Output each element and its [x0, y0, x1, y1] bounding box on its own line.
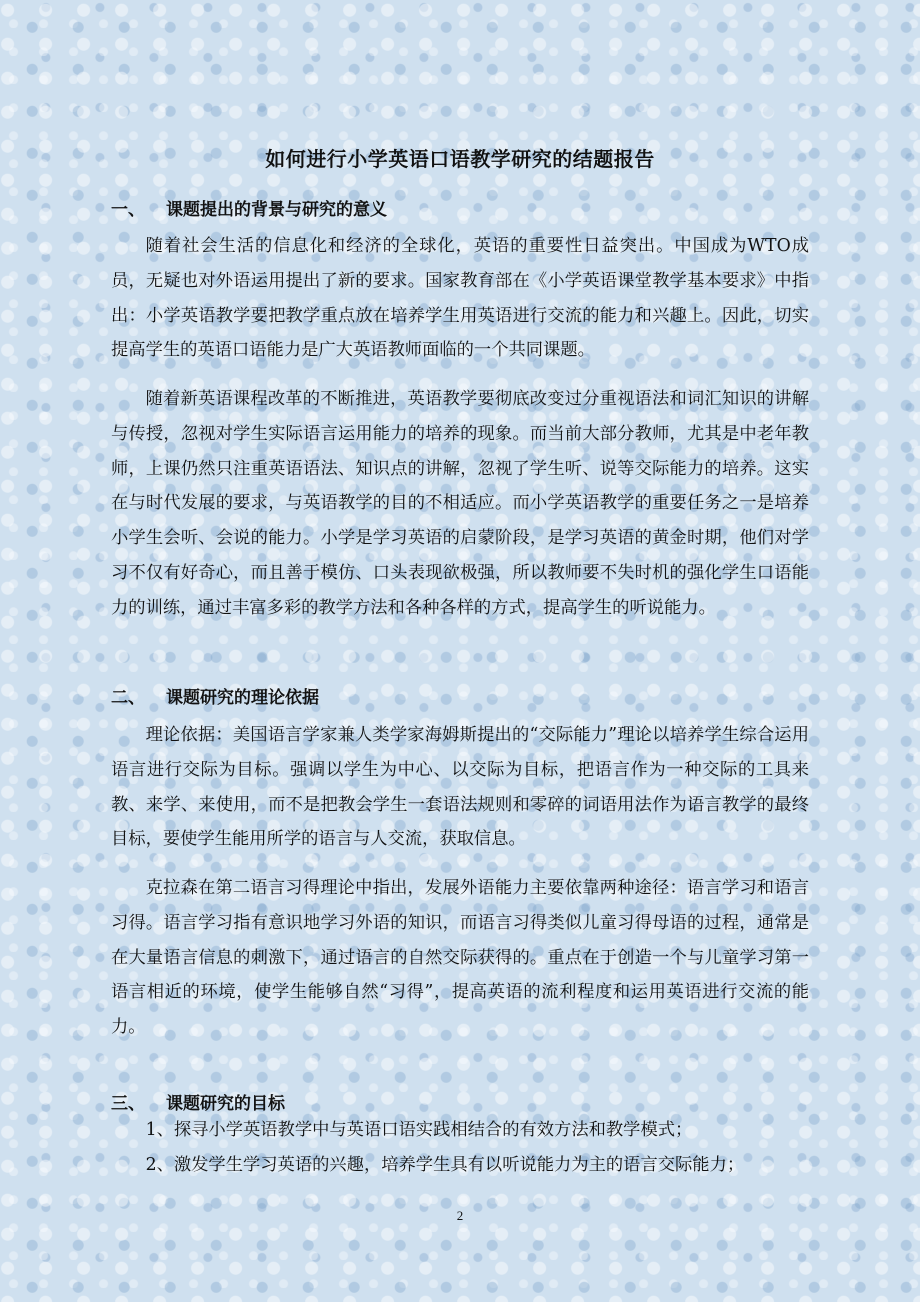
- section-heading-1: [111, 195, 387, 220]
- list-item: 2、激发学生学习英语的兴趣，培养学生具有以听说能力为主的语言交际能力；: [145, 1155, 745, 1175]
- section-heading-3: [111, 1089, 285, 1114]
- paragraph: 随着新英语课程改革的不断推进，英语教学要彻底改变过分重视语法和词汇知识的讲解与传授，忽视对学生实际语言运用能力的培养的现象。而当前大部分教师，尤其是中老年教师，上课仍然只注重英语语法、知识点的讲解，忽视了学生听、说等交际能力的培养。这实在与时代发展的要求，与英语教学的目的不相适应。而小学英语教学的重要任务之一是培养小学生会听、会说的能力。小学是学习英语的启蒙阶段，是学习英语的黄金时期，他们对学习不仅有好奇心，而且善于模仿、口头表现欲极强，所以教师要不失时机的强化学生口语能力的训练，通过丰富多彩的教学方法和各种各样的方式，提高学生的听说能力。: [111, 389, 809, 618]
- list-item: 1、探寻小学英语教学中与英语口语实践相结合的有效方法和教学模式；: [145, 1120, 693, 1140]
- section-number: 三、: [111, 1094, 145, 1114]
- section-title: 课题研究的理论依据: [166, 688, 319, 708]
- section-title: 课题提出的背景与研究的意义: [166, 200, 387, 220]
- paragraph: 克拉森在第二语言习得理论中指出，发展外语能力主要依靠两种途径：语言学习和语言习得。语言学习指有意识地学习外语的知识，而语言习得类似儿童习得母语的过程，通常是在大量语言信息的刺激下，通过语言的自然交际获得的。重点在于创造一个与儿童学习第一语言相近的环境，使学生能够自然“习得”，提高英语的流利程度和运用英语进行交流的能力。: [111, 878, 809, 1038]
- document-title: 如何进行小学英语口语教学研究的结题报告: [265, 147, 655, 171]
- paragraph: 理论依据：美国语言学家兼人类学家海姆斯提出的“交际能力”理论以培养学生综合运用语言进行交际为目标。强调以学生为中心、以交际为目标，把语言作为一种交际的工具来教、来学、来使用，而不是把教会学生一套语法规则和零碎的词语用法作为语言教学的最终目标，要使学生能用所学的语言与人交流，获取信息。: [111, 725, 809, 850]
- section-title: 课题研究的目标: [166, 1094, 285, 1114]
- section-heading-2: [111, 683, 319, 708]
- section-number: 一、: [111, 200, 145, 220]
- page-number: 2: [456, 1208, 464, 1223]
- section-number: 二、: [111, 688, 145, 708]
- paragraph: 随着社会生活的信息化和经济的全球化，英语的重要性日益突出。中国成为WTO成员，无疑也对外语运用提出了新的要求。国家教育部在《小学英语课堂教学基本要求》中指出：小学英语教学要把教学重点放在培养学生用英语进行交流的能力和兴趣上。因此，切实提高学生的英语口语能力是广大英语教师面临的一个共同课题。: [111, 236, 809, 361]
